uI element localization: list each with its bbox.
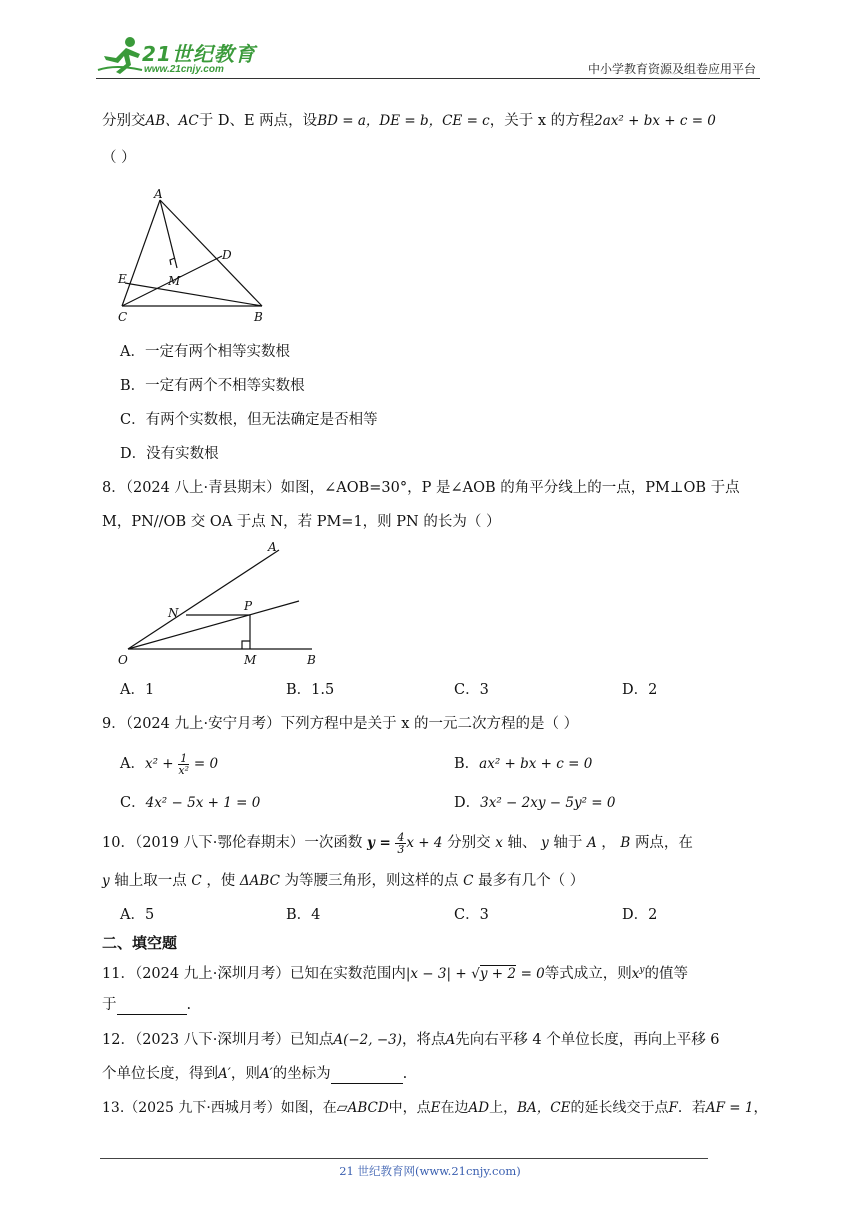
- q7-triangle-figure: [110, 185, 280, 325]
- site-logo: [96, 36, 256, 76]
- text: 轴于: [553, 835, 583, 851]
- q12-line2: [102, 1064, 407, 1084]
- text: 上，: [489, 1100, 518, 1116]
- math: x + 4: [406, 835, 443, 851]
- denominator: x²: [178, 763, 190, 777]
- q10-option-c[interactable]: C．3: [454, 907, 489, 923]
- math: F: [668, 1100, 678, 1116]
- q13-line1: [102, 1098, 767, 1118]
- header-rule: [96, 78, 760, 79]
- math: B: [620, 835, 631, 851]
- q12-line1: [102, 1030, 720, 1050]
- math: A(−2, −3): [333, 1032, 402, 1048]
- fraction: [395, 832, 406, 855]
- q10-line1: [102, 826, 693, 860]
- option-label: A．: [120, 756, 145, 772]
- label-b: B: [307, 653, 316, 667]
- option-label: D．: [454, 795, 481, 811]
- ray-oa: [128, 550, 279, 649]
- math: y: [102, 873, 110, 889]
- bisector-op: [128, 601, 299, 649]
- q10-line2: [102, 871, 584, 891]
- text: 10．（2019 八下·鄂伦春期末）一次函数: [102, 835, 363, 851]
- text: ．若: [677, 1100, 706, 1116]
- parallelogram-symbol: ▱: [336, 1100, 348, 1116]
- math: E: [430, 1100, 441, 1116]
- q8-option-c[interactable]: C．3: [454, 682, 489, 698]
- q8-line1: 8．（2024 八上·青县期末）如图，∠AOB=30°，P 是∠AOB 的角平分线上的一点，PM⊥OB 于点: [102, 480, 740, 496]
- q9-line1: 9．（2024 九上·安宁月考）下列方程中是关于 x 的一元二次方程的是（ ）: [102, 716, 579, 732]
- math: BD = a，DE = b，CE = c: [317, 113, 490, 129]
- math: ΔABC: [239, 873, 280, 889]
- answer-blank[interactable]: [331, 1066, 403, 1084]
- label-m: M: [244, 653, 257, 667]
- math: x: [495, 835, 503, 851]
- q10-option-d[interactable]: D．2: [622, 907, 658, 923]
- q11-line1: [102, 960, 688, 984]
- math: A: [586, 835, 597, 851]
- q9-option-a[interactable]: [120, 747, 218, 781]
- math: A′: [218, 1066, 231, 1082]
- label-e: E: [118, 272, 127, 286]
- q8-angle-figure: [114, 538, 334, 668]
- q10-option-b[interactable]: B．4: [286, 907, 321, 923]
- header-platform-text: 中小学教育资源及组卷应用平台: [587, 62, 756, 76]
- q9-option-d[interactable]: [454, 793, 615, 813]
- fraction: [178, 753, 189, 776]
- text: 11．（2024 九上·深圳月考）已知在实数范围内: [102, 965, 406, 982]
- q9-option-c[interactable]: [120, 793, 260, 813]
- answer-blank[interactable]: [117, 997, 187, 1015]
- math: 3x² − 2xy − 5y² = 0: [480, 795, 616, 811]
- label-b: B: [254, 310, 263, 324]
- q7-option-d[interactable]: D．没有实数根: [120, 446, 219, 462]
- q7-answer-paren: （ ）: [102, 150, 136, 166]
- math: |x − 3| +: [405, 965, 467, 982]
- math: A: [445, 1032, 456, 1048]
- text: 轴上取一点: [114, 873, 187, 889]
- text: 12．（2023 八下·深圳月考）已知点: [102, 1032, 334, 1048]
- text: .: [402, 1066, 408, 1082]
- numerator: 4: [397, 830, 405, 844]
- label-n: N: [168, 606, 179, 620]
- label-m: M: [168, 274, 181, 288]
- text: 的坐标为: [272, 1066, 331, 1082]
- text: 轴、: [507, 835, 537, 851]
- logo-url: www.21cnjy.com: [144, 64, 224, 75]
- option-label: C．: [120, 795, 146, 811]
- text: 分别交: [447, 835, 491, 851]
- text: 中，点: [388, 1100, 431, 1116]
- q7-option-a[interactable]: A．一定有两个相等实数根: [120, 344, 290, 360]
- math: 4x² − 5x + 1 = 0: [145, 795, 261, 811]
- text: ，: [601, 835, 616, 851]
- math: ax² + bx + c = 0: [479, 756, 593, 772]
- text: ，则: [230, 1066, 260, 1082]
- q8-option-a[interactable]: A．1: [120, 682, 155, 698]
- text: 13.（2025 九下·西城月考）如图，在: [102, 1100, 337, 1116]
- math: AF = 1: [705, 1100, 754, 1116]
- label-o: O: [118, 653, 128, 667]
- text: 个单位长度，得到: [102, 1066, 218, 1082]
- right-angle-mark: [242, 641, 250, 649]
- q7-line1: [102, 111, 716, 131]
- radicand: y + 2: [479, 965, 516, 982]
- text: ，使: [206, 873, 236, 889]
- q8-line2: M，PN//OB 交 OA 于点 N，若 PM=1，则 PN 的长为（ ）: [102, 514, 501, 530]
- text: ，将点: [402, 1032, 446, 1048]
- q8-option-d[interactable]: D．2: [622, 682, 658, 698]
- section-heading: 二、填空题: [102, 934, 178, 952]
- text: ，: [753, 1100, 768, 1116]
- exponent: y: [639, 965, 645, 975]
- label-p: P: [244, 599, 253, 613]
- label-d: D: [222, 248, 232, 262]
- q11-line2: [102, 995, 191, 1015]
- math: AB、AC: [145, 113, 199, 129]
- math: = 0: [520, 965, 545, 982]
- denominator: 3: [397, 842, 405, 856]
- numerator: 1: [180, 751, 188, 765]
- text: 为等腰三角形，则这样的点: [284, 873, 459, 889]
- math: 2ax² + bx + c = 0: [594, 113, 716, 129]
- label-a: A: [154, 187, 163, 201]
- text: 的值等: [644, 965, 688, 982]
- text: 等式成立，则: [544, 965, 632, 982]
- footer-text[interactable]: 21 世纪教育网(www.21cnjy.com): [339, 1164, 521, 1178]
- math: = 0: [193, 756, 219, 772]
- text: .: [186, 997, 192, 1013]
- text: 两点，在: [634, 835, 693, 851]
- q9-option-b[interactable]: [454, 754, 592, 774]
- text: 在边: [440, 1100, 469, 1116]
- math: C: [191, 873, 202, 889]
- text: ，关于 x 的方程: [489, 113, 595, 129]
- side-ab: [160, 200, 262, 306]
- label-c: C: [118, 310, 128, 324]
- q10-option-a[interactable]: A．5: [120, 907, 155, 923]
- math: ABCD: [347, 1100, 389, 1116]
- text: 于 D、E 两点，设: [198, 113, 318, 129]
- q8-option-b[interactable]: B．1.5: [286, 682, 335, 698]
- math: x: [631, 965, 640, 982]
- footer-rule: [100, 1158, 708, 1159]
- text: 的延长线交于点: [570, 1100, 669, 1116]
- math: AD: [468, 1100, 490, 1116]
- math: x² +: [144, 756, 174, 772]
- text: 先向右平移 4 个单位长度，再向上平移 6: [455, 1032, 720, 1048]
- sqrt-expression: √y + 2: [471, 965, 516, 982]
- q7-option-b[interactable]: B．一定有两个不相等实数根: [120, 378, 305, 394]
- math: A′: [259, 1066, 273, 1082]
- text: 最多有几个（ ）: [478, 873, 585, 889]
- logo-title: 21世纪教育: [142, 42, 256, 66]
- runner-logo-icon: [96, 36, 146, 76]
- label-a: A: [268, 540, 277, 554]
- option-label: B．: [454, 756, 480, 772]
- math: y: [541, 835, 549, 851]
- math: BA，CE: [517, 1100, 571, 1116]
- math: y =: [366, 835, 391, 851]
- text: 于: [102, 997, 117, 1013]
- q7-option-c[interactable]: C．有两个实数根，但无法确定是否相等: [120, 412, 378, 428]
- text: 分别交: [102, 113, 146, 129]
- math: C: [463, 873, 474, 889]
